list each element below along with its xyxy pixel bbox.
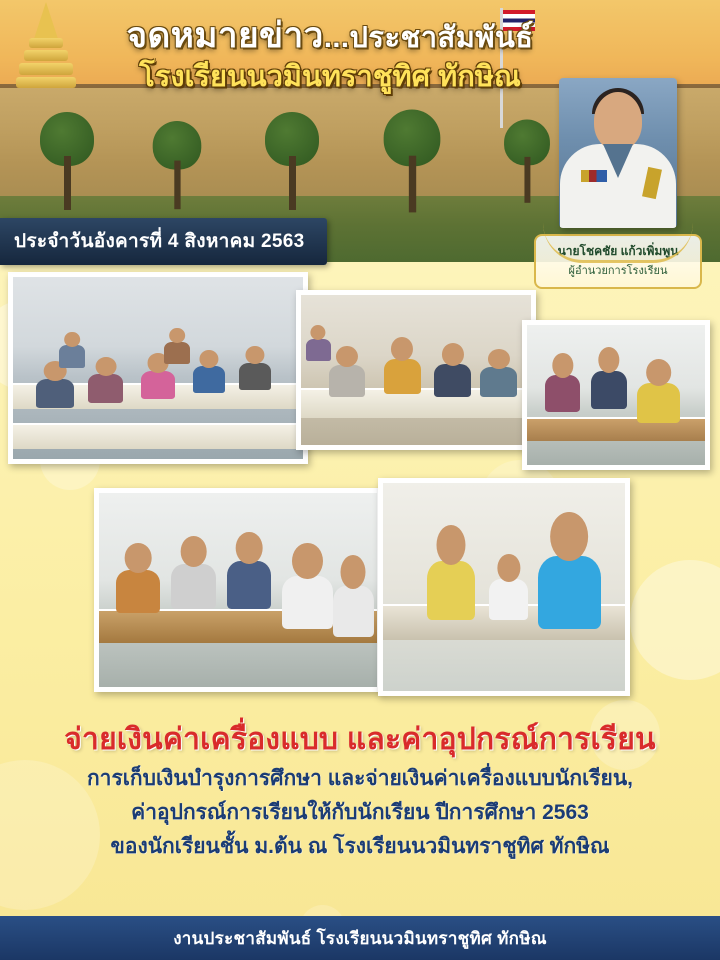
photo-students-paying xyxy=(522,320,710,470)
content-line-2: ค่าอุปกรณ์การเรียนให้กับนักเรียน ปีการศึกษา 2563 xyxy=(131,801,589,825)
date-ribbon: ประจำวันอังคารที่ 4 สิงหาคม 2563 xyxy=(0,218,327,265)
tree-icon xyxy=(153,123,202,209)
tree-icon xyxy=(40,114,94,210)
photo-office-counter xyxy=(378,478,630,696)
avatar xyxy=(559,78,677,228)
director-portrait-card xyxy=(534,78,702,289)
photo-registration-desk xyxy=(296,290,536,450)
footer-bar xyxy=(0,916,720,960)
content-body xyxy=(0,762,720,864)
title-school-name: โรงเรียนนวมินทราชูทิศ ทักษิณ xyxy=(139,61,521,94)
footer-text: งานประชาสัมพันธ์ โรงเรียนนวมินทราชูทิศ ทักษิณ xyxy=(173,928,547,948)
photo-classroom-group xyxy=(94,488,382,692)
director-role: ผู้อำนวยการโรงเรียน xyxy=(568,265,668,277)
title-main: จดหมายข่าว xyxy=(126,16,324,55)
content-line-3: ของนักเรียนชั้น ม.ต้น ณ โรงเรียนนวมินทราชูทิศ ทักษิณ xyxy=(110,835,610,859)
content-headline: จ่ายเงินค่าเครื่องแบบ และค่าอุปกรณ์การเรียน xyxy=(64,723,656,756)
title-suffix: ...ประชาสัมพันธ์ xyxy=(323,22,534,54)
decorative-circle xyxy=(630,560,720,680)
page-title xyxy=(50,16,610,95)
tree-icon xyxy=(265,114,319,210)
director-name: นายโชคชัย แก้วเพิ่มพูน xyxy=(557,244,679,258)
photo-meeting-hall-wide xyxy=(8,272,308,464)
tree-icon xyxy=(384,112,441,213)
laurel-wreath-icon xyxy=(543,223,693,263)
content-line-1: การเก็บเงินบำรุงการศึกษา และจ่ายเงินค่าเครื่องแบบนักเรียน, xyxy=(86,767,634,790)
